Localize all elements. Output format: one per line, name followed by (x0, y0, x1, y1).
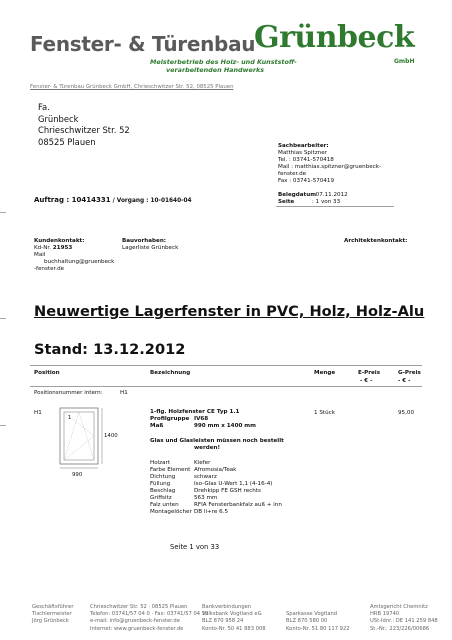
window-dim-height: 1400 (104, 433, 118, 439)
footer-line: St.-Nr.: 223/226/00686 (370, 625, 430, 632)
recipient-line-2: Grünbeck (38, 113, 79, 124)
recipient-line-3: Chrieschwitzer Str. 52 (38, 125, 130, 136)
detail-row (150, 474, 282, 481)
intern-label: Positionsnummer intern: (34, 390, 103, 396)
item-details (150, 460, 282, 516)
profilgruppe-label: Profilgruppe (150, 416, 190, 422)
detail-row (150, 467, 282, 474)
window-drawing (48, 406, 128, 480)
recipient-address (38, 102, 130, 148)
detail-label: Füllung (150, 481, 171, 487)
contact-tel: Tel. : 03741-570418 (278, 157, 334, 163)
contact-block (278, 143, 381, 185)
gpreis-currency: - € - (398, 378, 411, 384)
item-total-price: 95,00 (398, 410, 415, 416)
detail-value: Afromosia/Teak (194, 467, 237, 473)
footer-line: Chrieschwitzer Str. 52 · 08525 Plauen (90, 604, 188, 610)
sender-line: Fenster- & Türenbau Grünbeck GmbH, Chrieschwitzer Str. 52, 08525 Plauen (30, 84, 234, 90)
contact-name: Matthias Spitzner (278, 150, 327, 156)
footer-line: Sparkasse Vogtland (286, 611, 338, 618)
footer-line: Konto-Nr. 51 80 117 922 (286, 625, 350, 632)
footer-line: Internet: www.gruenbeck-fenster.de (90, 625, 184, 632)
detail-label: Farbe Element (150, 467, 191, 473)
profilgruppe-value: IV68 (194, 416, 209, 422)
kundenkontakt-label: Kundenkontakt: (34, 238, 85, 244)
footer-line: Telefon: 03741/57 04 0 · Fax: 03741/57 04 19 (90, 611, 209, 618)
footer-line: BLZ 870 958 24 (202, 618, 244, 625)
table-header-rule-bottom (30, 386, 422, 387)
detail-label: Griffsitz (150, 495, 172, 501)
col-menge: Menge (314, 370, 336, 376)
footer-col-management (32, 604, 73, 626)
tagline-1: Meisterbetrieb des Holz- und Kunststoff- (150, 58, 297, 66)
contact-fax: Fax : 03741-570419 (278, 178, 335, 184)
footer-line: BLZ 870 580 00 (286, 618, 328, 625)
footer-line (286, 604, 350, 611)
brand-logo (254, 20, 414, 56)
divider-top (276, 206, 394, 207)
detail-row (150, 488, 282, 495)
footer-col-bank-1 (202, 604, 266, 633)
document-title: Neuwertige Lagerfenster in PVC, Holz, Holz-Alu (34, 303, 425, 320)
item-position: H1 (34, 410, 42, 416)
window-sash-number: 1 (68, 415, 72, 421)
mail-label: Mail (34, 252, 46, 258)
detail-label: Beschlag (150, 488, 176, 494)
footer-line: Geschäftsführer (32, 604, 74, 610)
seite-label: Seite (278, 199, 295, 205)
detail-label: Montagelöcher (150, 509, 192, 515)
footer-line: Volksbank Vogtland eG (202, 611, 262, 618)
customer-contact-block (34, 238, 114, 273)
recipient-line-4: 08525 Plauen (38, 136, 96, 147)
window-dim-width: 990 (72, 472, 83, 478)
detail-row (150, 495, 282, 502)
footer-col-bank-2 (286, 604, 350, 633)
mass-label: Maß (150, 423, 164, 429)
fold-mark-bottom (0, 425, 6, 426)
kd-nr-value: 21953 (52, 245, 73, 251)
bauvorhaben-value: Lagerliste Grünbeck (122, 245, 179, 251)
detail-row (150, 460, 282, 467)
footer-line: Jörg Grünbeck (32, 618, 69, 625)
detail-value: Kiefer (194, 460, 211, 466)
contact-heading: Sachbearbeiter: (278, 143, 329, 149)
contact-mail-1: Mail : matthias.spitzner@gruenbeck- (278, 164, 382, 170)
footer-line: Amtsgericht Chemnitz (370, 604, 428, 610)
fold-mark-mid (0, 318, 6, 319)
detail-value: RFIA Fensterbankfalz auß + inn (194, 502, 282, 508)
footer-line: Konto-Nr. 50 41 883 008 (202, 625, 266, 632)
detail-row (150, 502, 282, 509)
footer-line: e-mail: info@gruenbeck-fenster.de (90, 618, 180, 625)
bauvorhaben-label: Bauvorhaben: (122, 238, 167, 244)
detail-label: Falz unten (150, 502, 179, 508)
col-bezeichnung: Bezeichnung (150, 370, 191, 376)
detail-label: Dichtung (150, 474, 176, 480)
detail-value: Drehkipp FE GSH rechts (194, 488, 261, 494)
recipient-line-1: Fa. (38, 102, 50, 112)
item-note-2: werden! (194, 445, 221, 451)
architekt-label: Architektenkontakt: (344, 238, 408, 244)
fold-mark-top (0, 212, 6, 213)
vorgang-number: / Vorgang : 10-01640-04 (110, 198, 192, 204)
col-epreis: E-Preis (358, 370, 381, 376)
footer-line: USt-Idnr.: DE 141 259 848 (370, 618, 438, 625)
belegdatum-value: : 07.11.2012 (312, 192, 348, 198)
belegdatum-label: Belegdatum (278, 192, 317, 198)
order-number (34, 196, 192, 204)
detail-value: DB li+re 6.5 (194, 509, 229, 515)
footer-col-address (90, 604, 208, 633)
detail-row (150, 481, 282, 488)
seite-value: : 1 von 33 (312, 199, 341, 205)
auftrag-label: Auftrag : 10414331 (34, 196, 111, 204)
item-quantity: 1 Stück (314, 410, 335, 416)
table-header-rule-top (30, 365, 422, 366)
stand-date: Stand: 13.12.2012 (34, 341, 186, 358)
footer-col-legal (370, 604, 438, 633)
detail-label: Holzart (150, 460, 171, 466)
footer-line: Tischlermeister (32, 611, 72, 618)
detail-value: schwarz (194, 474, 217, 480)
col-gpreis: G-Preis (398, 370, 421, 376)
col-position: Position (34, 370, 60, 376)
page-number: Seite 1 von 33 (170, 543, 220, 551)
footer-line: HRB 19740 (370, 611, 400, 618)
detail-value: Iso-Glas U-Wert 1,1 (4-16-4) (194, 481, 273, 487)
bauvorhaben-block (122, 238, 178, 252)
mass-value: 990 mm x 1400 mm (194, 423, 256, 429)
detail-value: 563 mm (194, 495, 218, 501)
tagline-2: verarbeitenden Handwerks (166, 66, 265, 74)
item-note-1: Glas und Glasleisten müssen noch bestellt (150, 438, 284, 444)
brand-gmbh: GmbH (394, 58, 415, 65)
brand-logo-text: Grünbeck (254, 20, 415, 55)
detail-row (150, 509, 282, 516)
mail-value-1: buchhaltung@gruenbeck (44, 259, 115, 265)
mail-value-2: -fenster.de (34, 266, 65, 272)
company-name: Fenster- & Türenbau (30, 32, 256, 56)
kd-nr-label: Kd-Nr. (34, 245, 51, 251)
item-title: 1-flg. Holzfenster CE Typ 1.1 (150, 409, 240, 415)
intern-value: H1 (120, 390, 128, 396)
epreis-currency: - € - (360, 378, 373, 384)
contact-mail-2: fenster.de (278, 171, 307, 177)
footer-line: Bankverbindungen (202, 604, 252, 610)
